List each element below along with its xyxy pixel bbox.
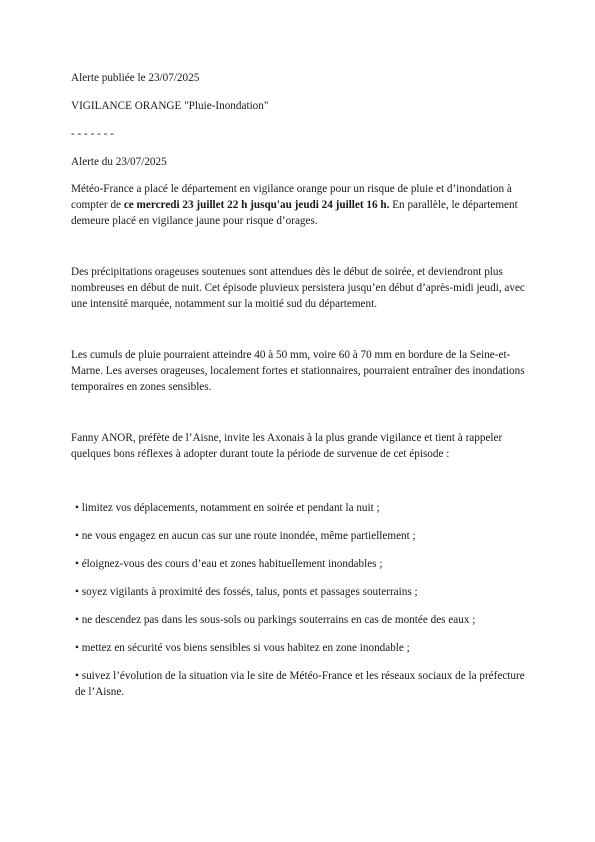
list-item: • ne descendez pas dans les sous-sols ou parkings souterrains en cas de montée des eaux ; [75, 614, 476, 626]
paragraph-alert-summary-end: En parallèle, le département demeure placé en vigilance jaune pour risque d’orages. [71, 199, 518, 227]
paragraph-rainfall: Les cumuls de pluie pourraient atteindre 40 à 50 mm, voire 60 à 70 mm en bordure de la Seine-et-Marne. Les averses orageuses, localement fortes et stationnaires, pourraient entraîner des inondations temporaires en zones sensibles. [71, 349, 525, 393]
list-item: • éloignez-vous des cours d’eau et zones habituellement inondables ; [75, 558, 383, 570]
list-item: • ne vous engagez en aucun cas sur une route inondée, même partiellement ; [75, 530, 416, 542]
alert-date: Alerte du 23/07/2025 [71, 156, 167, 168]
alert-period: ce mercredi 23 juillet 22 h jusqu'au jeudi 24 juillet 16 h. [123, 199, 390, 211]
list-item: • limitez vos déplacements, notamment en soirée et pendant la nuit ; [75, 502, 380, 514]
separator: - - - - - - - [71, 128, 114, 140]
vigilance-title: VIGILANCE ORANGE "Pluie-Inondation" [71, 100, 269, 112]
paragraph-prefect: Fanny ANOR, préfète de l’Aisne, invite les Axonais à la plus grande vigilance et tient à rappeler quelques bons réflexes à adopter durant toute la période de survenue de cet épisode : [71, 432, 503, 460]
published-date: Alerte publiée le 23/07/2025 [71, 72, 200, 84]
list-item: • suivez l’évolution de la situation via le site de Météo-France et les réseaux sociaux de la préfecture de l’Aisne. [75, 670, 525, 698]
paragraph-alert-summary [71, 181, 526, 229]
paragraph-precipitation: Des précipitations orageuses soutenues sont attendues dès le début de soirée, et deviendront plus nombreuses en début de nuit. Cet épisode pluvieux persistera jusqu’en début d’après-midi jeudi, avec une intensité marquée, notamment sur la moitié sud du département. [71, 266, 525, 310]
paragraph-alert-summary-start: Météo-France a placé le département en vigilance orange pour un risque de pluie et d’inondation à compter de [71, 183, 512, 211]
list-item: • soyez vigilants à proximité des fossés, talus, ponts et passages souterrains ; [75, 586, 418, 598]
list-item: • mettez en sécurité vos biens sensibles si vous habitez en zone inondable ; [75, 642, 410, 654]
